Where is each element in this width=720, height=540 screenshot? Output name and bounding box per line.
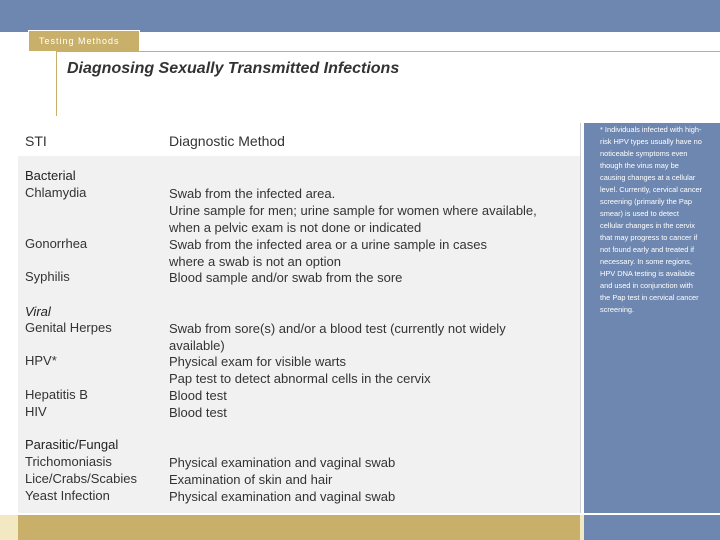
sti-name: Trichomoniasis xyxy=(25,454,112,469)
method-text: Swab from sore(s) and/or a blood test (currently not widely available) xyxy=(169,321,506,353)
sti-name: Yeast Infection xyxy=(25,488,110,503)
title-rule-vertical xyxy=(56,51,57,116)
section-tab: Testing Methods xyxy=(28,30,140,52)
header-sti: STI xyxy=(25,133,47,149)
sti-name: Gonorrhea xyxy=(25,236,88,251)
sti-name: Syphilis xyxy=(25,269,70,284)
sti-table xyxy=(18,123,581,513)
header-method: Diagnostic Method xyxy=(169,133,285,149)
sti-name: Hepatitis B xyxy=(25,387,88,402)
method-text: Physical examination and vaginal swab xyxy=(169,455,396,470)
group-heading: Parasitic/Fungal xyxy=(25,437,119,452)
title-rule-horizontal xyxy=(56,51,720,52)
table-header xyxy=(18,123,580,156)
method-line: Swab from the infected area. Urine sample for men; urine sample for women where available, when a pelvic exam is not done or indicated xyxy=(169,186,537,235)
footer-accent-gold xyxy=(18,515,580,540)
header-bar xyxy=(0,0,720,32)
hpv-footnote: * Individuals infected with high-risk HPV types usually have no noticeable symptoms even though the virus may be causing changes at a cellular level. Currently, cervical cancer screening (primarily the Pap smear) is used to detect cellular changes in the cervix that may progress to cancer if not found early and treated if necessary. In some regions, HPV DNA testing is available and used in conjunction with the Pap test in cervical cancer screening. xyxy=(600,125,703,314)
sti-name: HPV* xyxy=(25,353,57,368)
method-text: Examination of skin and hair xyxy=(169,472,333,487)
method-text: Swab from the infected area or a urine sample in cases where a swab is not an option xyxy=(169,237,487,269)
sti-name: HIV xyxy=(25,404,47,419)
group-heading: Viral xyxy=(25,304,51,319)
sti-name: Genital Herpes xyxy=(25,320,112,335)
footnote-panel xyxy=(584,123,720,513)
method-text: Blood test xyxy=(169,388,227,403)
method-text: Blood sample and/or swab from the sore xyxy=(169,270,403,285)
footer-accent-blue xyxy=(584,515,720,540)
method-text xyxy=(169,185,569,236)
sti-name: Chlamydia xyxy=(25,185,87,200)
group-heading: Bacterial xyxy=(25,168,76,183)
method-text: Physical exam for visible warts Pap test to detect abnormal cells in the cervix xyxy=(169,354,431,386)
method-text: Physical examination and vaginal swab xyxy=(169,489,396,504)
page-title: Diagnosing Sexually Transmitted Infections xyxy=(67,60,400,77)
sti-name: Lice/Crabs/Scabies xyxy=(25,471,137,486)
method-text: Blood test xyxy=(169,405,227,420)
